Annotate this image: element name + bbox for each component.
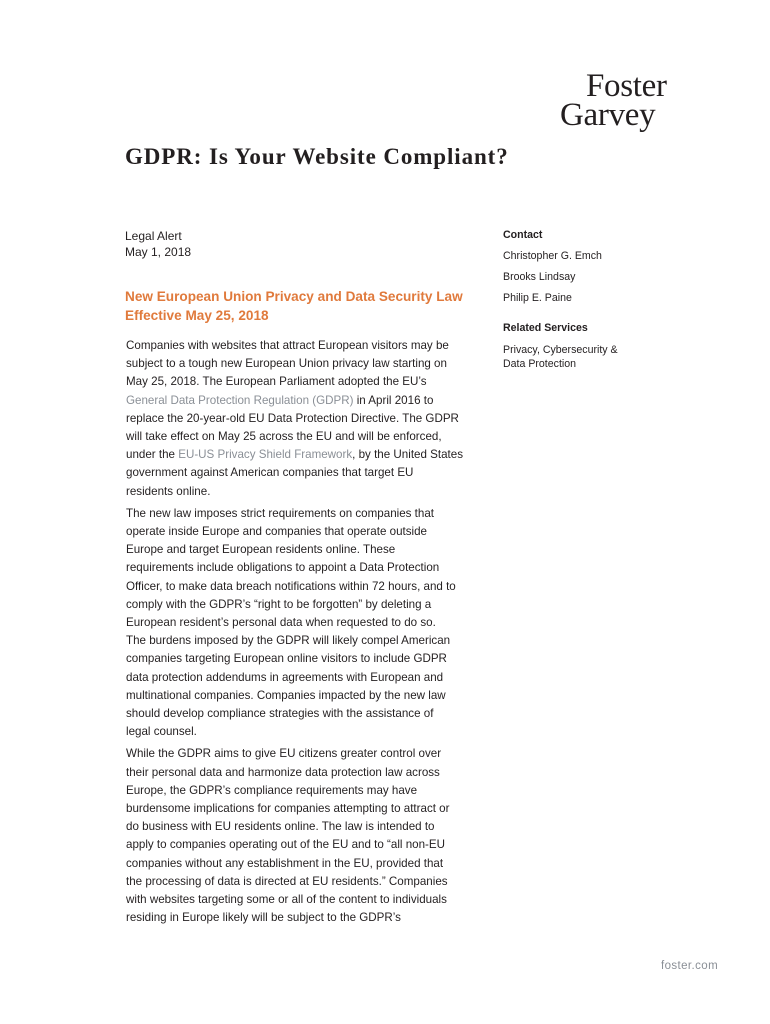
text-line: companies without any establishment in the EU, provided that [126,856,444,870]
privacy-shield-link[interactable]: EU-US Privacy Shield Framework [178,448,353,462]
text-line: The new law imposes strict requirements on companies that [126,506,435,520]
text-line: Officer, to make data breach notifications within 72 hours, and to [126,579,456,593]
text-line [126,392,488,410]
text-line: government against American companies that target EU [126,466,414,480]
section-subheading: New European Union Privacy and Data Security Law Effective May 25, 2018 [125,289,463,323]
text-line: subject to a tough new European Union privacy law starting on [126,357,447,371]
text-line: May 25, 2018. The European Parliament adopted the EU’s [126,375,427,389]
text-line: their personal data and harmonize data protection law across [126,765,440,779]
text-line: should develop compliance strategies with the assistance of [126,707,434,721]
related-services-heading: Related Services [503,322,588,334]
alert-date: May 1, 2018 [125,245,192,259]
text-fragment: , by the United States [352,448,464,462]
footer-site-url[interactable]: foster.com [661,960,719,972]
text-line: requirements include obligations to appoint a Data Protection [126,561,440,575]
text-line: apply to companies operating out of the EU and to “all non-EU [126,838,446,852]
logo-line-2: Garvey [560,97,656,133]
alert-meta [125,228,191,260]
contact-link[interactable]: Christopher G. Emch [503,250,602,262]
document-title: GDPR: Is Your Website Compliant? [125,144,509,169]
text-line: The burdens imposed by the GDPR will likely compel American [126,634,451,648]
paragraph-1 [126,337,488,501]
text-fragment: under the [126,448,179,462]
text-line: do business with EU residents online. The law is intended to [126,820,435,834]
text-line: operate inside Europe and companies that operate outside [126,525,428,539]
text-line: companies targeting European online visitors to include GDPR [126,652,447,666]
text-fragment: in April 2016 to [353,393,434,407]
text-line: Europe, the GDPR’s compliance requirements may have [126,783,418,797]
text-line: replace the 20-year-old EU Data Protection Directive. The GDPR [126,411,459,425]
text-line: the processing of data is directed at EU residents.” Companies [126,874,448,888]
text-line: While the GDPR aims to give EU citizens greater control over [126,747,442,761]
article-body [126,337,488,932]
alert-type: Legal Alert [125,229,182,243]
text-line: multinational companies. Companies impacted by the new law [126,688,446,702]
text-line [126,446,488,464]
text-line: comply with the GDPR’s “right to be forgotten” by deleting a [126,597,432,611]
text-line: with websites targeting some or all of the content to individuals [126,893,447,907]
text-line: residents online. [126,484,211,498]
service-link[interactable]: Privacy, Cybersecurity & [503,344,618,356]
paragraph-3 [126,745,488,927]
text-line: will take effect on May 25 across the EU and will be enforced, [126,430,442,444]
gdpr-link[interactable]: General Data Protection Regulation (GDPR) [126,393,354,407]
text-line: burdensome implications for companies attempting to attract or [126,802,450,816]
text-line: data protection addendums in agreements with European and [126,670,444,684]
text-line: residing in Europe likely will be subject to the GDPR’s [126,911,401,925]
text-line: Companies with websites that attract European visitors may be [126,339,449,352]
contact-link[interactable]: Brooks Lindsay [503,271,576,283]
sidebar [503,228,653,371]
logo-line-1: Foster [586,68,667,104]
text-line: European resident’s personal data when requested to do so. [126,616,436,630]
text-line: Europe and target European residents online. These [126,543,396,557]
paragraph-2 [126,505,488,742]
firm-logo [560,68,680,133]
text-line: legal counsel. [126,725,197,739]
contact-link[interactable]: Philip E. Paine [503,292,572,304]
service-link-cont[interactable]: Data Protection [503,358,577,370]
contact-heading: Contact [503,229,543,241]
